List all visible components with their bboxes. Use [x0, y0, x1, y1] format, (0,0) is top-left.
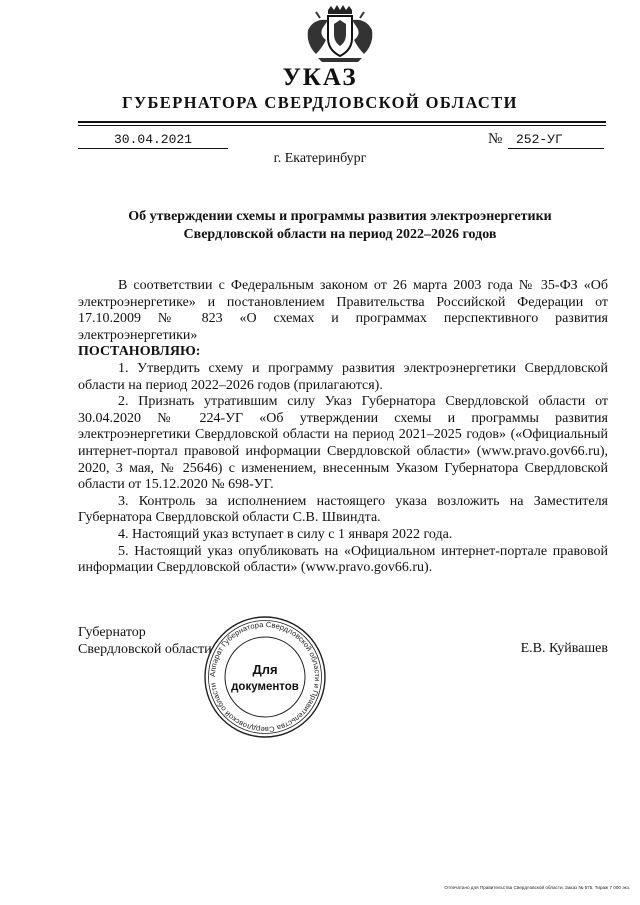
print-footer: Отпечатано для Правительства Свердловской области. Заказ № 575. Тираж 7 000 экз. [444, 885, 630, 890]
document-date: 30.04.2021 [78, 132, 228, 149]
decree-item-3: 3. Контроль за исполнением настоящего указа возложить на Заместителя Губернатора Свердловской области С.В. Швиндта. [78, 493, 608, 526]
signatory-role [78, 624, 212, 658]
signatory-name: Е.В. Куйвашев [520, 641, 608, 656]
coat-of-arms-icon [298, 4, 382, 66]
header-divider [78, 121, 606, 123]
document-title-line-1: Об утверждении схемы и программы развития электроэнергетики [128, 209, 552, 224]
decree-item-4: 4. Настоящий указ вступает в силу с 1 января 2022 года. [118, 526, 453, 542]
stamp-ring-text: Аппарат Губернатора Свердловской области и Правительства Свердловской области [207, 619, 323, 735]
issuer-heading: ГУБЕРНАТОРА СВЕРДЛОВСКОЙ ОБЛАСТИ [122, 93, 518, 112]
preamble-paragraph: В соответствии с Федеральным законом от 26 марта 2003 года № 35-ФЗ «Об электроэнергетике» и постановлением Правительства Российской Федерации от 17.10.2009 № 823 «О схемах и программах перспективного развития электроэнергетики» [78, 278, 608, 343]
stamp-center-line-2: документов [231, 681, 299, 693]
stamp-outer-ring [205, 617, 325, 737]
document-number: 252-УГ [508, 132, 604, 149]
document-type-heading: УКАЗ [282, 64, 358, 91]
header-divider-thin [78, 125, 606, 126]
decree-item-5: 5. Настоящий указ опубликовать на «Официальном интернет-портале правовой информации Свердловской области» (www.pravo.gov66.ru). [78, 543, 608, 576]
number-label: № [488, 131, 503, 147]
city-line: г. Екатеринбург [273, 151, 367, 166]
decree-word: ПОСТАНОВЛЯЮ: [78, 344, 201, 360]
document-title [90, 208, 590, 244]
signatory-role-line-2: Свердловской области [78, 642, 212, 657]
stamp-center-ring [225, 637, 305, 717]
document-body [78, 278, 608, 577]
official-stamp [202, 614, 328, 740]
decree-item-2: 2. Признать утратившим силу Указ Губернатора Свердловской области от 30.04.2020 № 224-УГ «Об утверждении схемы и программы развития электроэнергетики Свердловской области на период 2021–2025 годов» («Официальный интернет-портал правовой информации Свердловской области» (www.pravo.gov66.ru), 2020, 3 мая, № 25646) с изменением, внесенным Указом Губернатора Свердловской области от 15.12.2020 № 698-УГ. [78, 394, 608, 493]
document-title-line-2: Свердловской области на период 2022–2026 годов [183, 227, 497, 242]
stamp-center-line-1: Для [252, 662, 278, 677]
signatory-role-line-1: Губернатор [78, 625, 146, 640]
decree-item-1: 1. Утвердить схему и программу развития электроэнергетики Свердловской области на период 2022–2026 годов (прилагаются). [78, 360, 608, 393]
